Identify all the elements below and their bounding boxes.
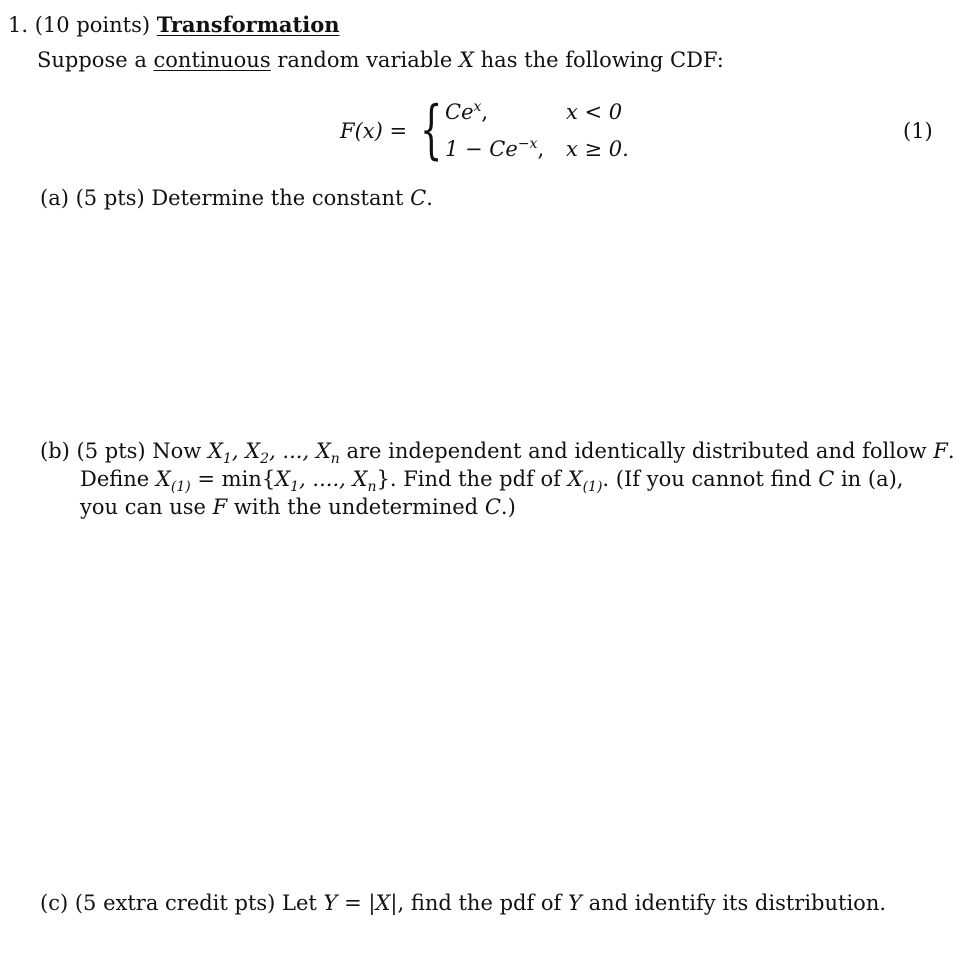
case1-text: Ce bbox=[445, 100, 474, 124]
part-a bbox=[40, 186, 433, 210]
part-c-text-c: and identify its distribution. bbox=[588, 891, 887, 915]
part-a-end: . bbox=[426, 186, 433, 210]
problem-points: (10 points) bbox=[34, 13, 151, 37]
part-c bbox=[40, 891, 886, 915]
intro-underlined-word: continuous bbox=[153, 48, 271, 72]
part-c-var-Y: Y bbox=[323, 891, 338, 915]
intro-end: has the following CDF: bbox=[480, 48, 724, 72]
part-c-label: (c) bbox=[40, 891, 69, 915]
part-b-min: = min{ bbox=[197, 467, 276, 491]
problem-intro bbox=[37, 48, 724, 72]
part-b-line-2: Define $X_{(1)} = \min\{X_1$, ...., $X_n$}. Find the pdf of $X_{(1)}$. (If you cannot find C in (a), bbox=[80, 467, 904, 496]
part-b-line3-a: you can use bbox=[80, 495, 206, 519]
case1-expression bbox=[445, 100, 488, 124]
part-a-label: (a) bbox=[40, 186, 69, 210]
iid-sequence: $X_1$, $X_2$, ..., $X_n$ bbox=[207, 439, 340, 468]
lhs-text: F(x) = bbox=[340, 119, 408, 143]
left-brace: { bbox=[420, 93, 443, 167]
problem-header bbox=[8, 12, 340, 37]
equation-number: (1) bbox=[903, 119, 933, 143]
part-b-line1-rest: are independent and identically distributed and follow bbox=[346, 439, 927, 463]
part-b-line3-F: F bbox=[212, 495, 228, 519]
order-stat-ref: $X_{(1)}$ bbox=[567, 467, 603, 496]
part-b-line3-C: C bbox=[484, 495, 501, 519]
case2-text: 1 − Ce bbox=[445, 137, 518, 161]
part-b-line2-rest: (If you cannot find bbox=[615, 467, 812, 491]
case1-condition: x < 0 bbox=[566, 100, 623, 124]
part-c-text-b: |, find the pdf of bbox=[390, 891, 562, 915]
part-b-line2-C: C bbox=[818, 467, 835, 491]
equation-lhs bbox=[340, 119, 407, 143]
part-b-line-1 bbox=[40, 439, 955, 468]
problem-title: Transformation bbox=[156, 12, 340, 37]
part-c-var-Y2: Y bbox=[568, 891, 582, 915]
problem-number: 1. bbox=[8, 13, 29, 37]
part-c-var-X: X bbox=[375, 891, 391, 915]
intro-suffix: random variable bbox=[277, 48, 453, 72]
part-b-line1-a: (5 pts) Now bbox=[76, 439, 202, 463]
case2-comma: , bbox=[537, 137, 545, 161]
part-a-text: (5 pts) Determine the constant bbox=[75, 186, 404, 210]
part-b-line2-mid: Find the pdf of bbox=[403, 467, 561, 491]
part-b-line3-end: .) bbox=[500, 495, 516, 519]
intro-prefix: Suppose a bbox=[37, 48, 147, 72]
part-c-eq: = | bbox=[344, 891, 376, 915]
part-b-line-3 bbox=[80, 495, 516, 519]
min-order-stat: $X_{(1)}$ bbox=[155, 467, 191, 496]
part-b-line1-end: . bbox=[947, 439, 955, 463]
case1-exponent: x bbox=[473, 99, 482, 115]
part-b-label: (b) bbox=[40, 439, 70, 463]
part-b-line2-a: Define bbox=[80, 467, 150, 491]
part-b-line2-end: in (a), bbox=[840, 467, 904, 491]
case1-comma: , bbox=[481, 100, 489, 124]
part-b-line1-F: F bbox=[933, 439, 948, 463]
case2-expression bbox=[445, 137, 544, 161]
case2-condition: x ≥ 0. bbox=[566, 137, 629, 161]
min-set: $X_1$, ...., $X_n$ bbox=[275, 467, 377, 496]
case2-exponent: −x bbox=[517, 136, 538, 152]
intro-variable: X bbox=[459, 48, 474, 72]
part-a-variable: C bbox=[410, 186, 427, 210]
part-b-line3-b: with the undetermined bbox=[233, 495, 479, 519]
part-c-text-a: (5 extra credit pts) Let bbox=[74, 891, 317, 915]
